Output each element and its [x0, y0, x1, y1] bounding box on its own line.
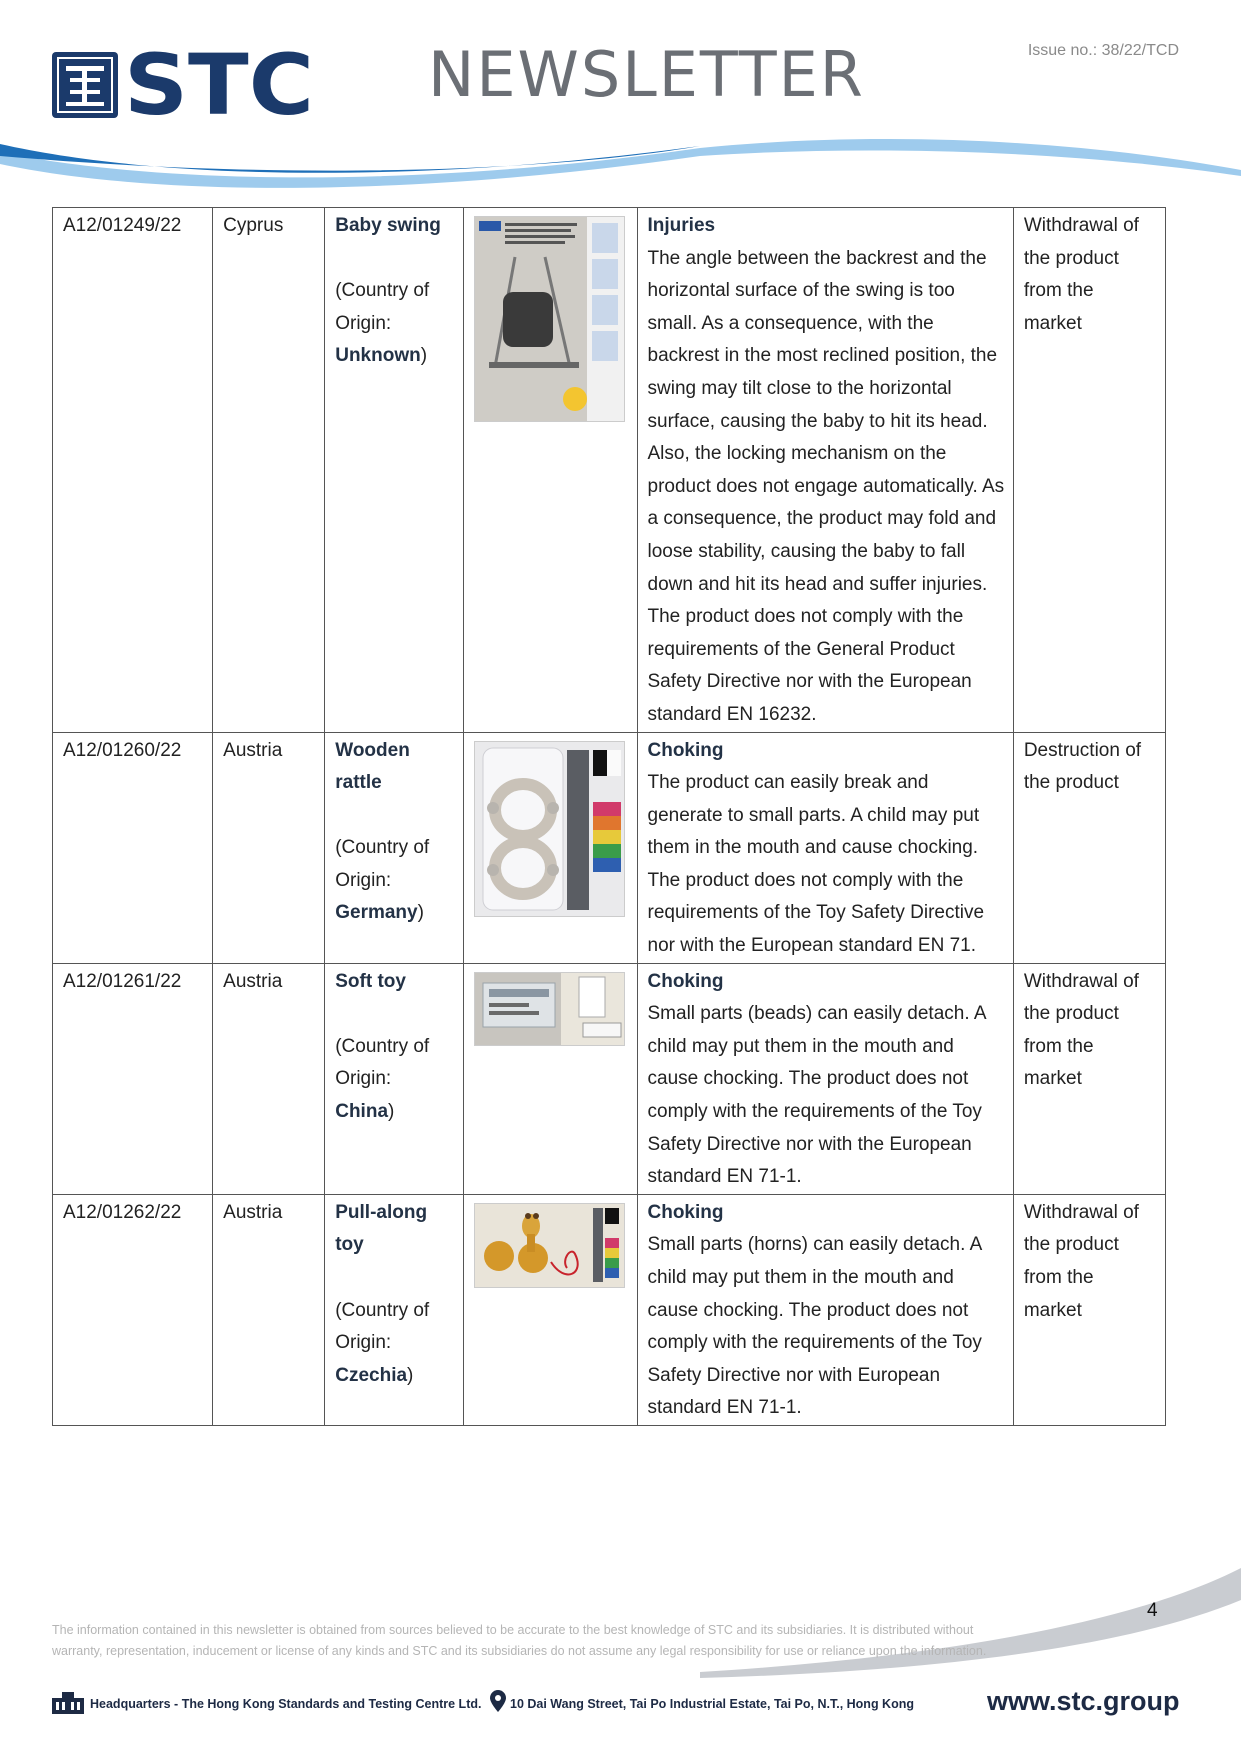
risk-title: Choking — [647, 970, 724, 992]
newsletter-title: NEWSLETTER — [428, 38, 865, 111]
table-row — [53, 208, 1166, 733]
ref-cell: A12/01261/22 — [53, 963, 213, 1194]
risk-title: Injuries — [647, 215, 716, 236]
country-cell: Austria — [213, 963, 325, 1194]
measure-cell: Withdrawal of the product from the market — [1013, 208, 1165, 733]
soft-toy-photo — [474, 972, 625, 1046]
page-footer — [50, 1686, 1190, 1726]
image-cell — [464, 732, 637, 963]
origin-label: (Country of Origin: — [335, 280, 430, 334]
origin-country: Unknown — [335, 345, 421, 367]
country-cell: Cyprus — [213, 208, 325, 733]
risk-title: Choking — [647, 1201, 724, 1223]
risk-title: Choking — [647, 739, 724, 761]
table-row — [53, 732, 1166, 963]
building-icon — [50, 1690, 86, 1714]
image-cell — [464, 1194, 637, 1425]
country-cell: Austria — [213, 732, 325, 963]
header-swoosh — [0, 130, 1241, 205]
recall-table — [52, 207, 1166, 1426]
location-pin-icon — [490, 1690, 506, 1712]
origin-suffix: ) — [407, 1364, 414, 1386]
product-name: Wooden rattle — [335, 739, 410, 794]
address: 10 Dai Wang Street, Tai Po Industrial Estate, Tai Po, N.T., Hong Kong — [510, 1697, 914, 1711]
disclaimer: The information contained in this newsletter is obtained from sources believed to be accurate to the best knowledge of STC and its subsidiaries. It is distributed without warranty, representation, inducement or license of any kinds and STC and its subsidiaries do not assume any legal responsibility for use or reliance upon the information. — [52, 1623, 987, 1658]
logo-text: STC — [124, 46, 314, 126]
page-header — [0, 0, 1241, 200]
product-cell — [325, 963, 464, 1194]
origin-label: (Country of Origin: — [335, 837, 430, 891]
risk-cell — [637, 208, 1013, 733]
headquarters-label: Headquarters - The Hong Kong Standards and Testing Centre Ltd. — [90, 1697, 482, 1711]
image-cell — [464, 208, 637, 733]
stc-logo — [52, 46, 352, 126]
page-number: 4 — [1147, 1600, 1158, 1621]
origin-label: (Country of Origin: — [335, 1035, 430, 1090]
risk-description: Small parts (beads) can easily detach. A child may put them in the mouth and cause chocking. The product does not comply with the requirements of the Toy Safety Directive nor with the European standard EN 71-1. — [647, 1003, 986, 1188]
pull-along-toy-photo — [474, 1203, 625, 1288]
origin-suffix: ) — [417, 902, 424, 924]
risk-cell — [637, 1194, 1013, 1425]
product-cell — [325, 1194, 464, 1425]
wooden-rattle-photo — [474, 741, 625, 917]
origin-country: Germany — [335, 902, 418, 924]
measure-cell: Withdrawal of the product from the market — [1013, 963, 1165, 1194]
product-name: Soft toy — [335, 970, 406, 992]
baby-swing-photo — [474, 216, 625, 422]
risk-cell — [637, 963, 1013, 1194]
table-row — [53, 963, 1166, 1194]
ref-cell: A12/01260/22 — [53, 732, 213, 963]
image-cell — [464, 963, 637, 1194]
ref-cell: A12/01249/22 — [53, 208, 213, 733]
origin-label: (Country of Origin: — [335, 1299, 430, 1354]
product-name: Baby swing — [335, 215, 441, 236]
ref-cell: A12/01262/22 — [53, 1194, 213, 1425]
origin-country: Czechia — [335, 1364, 408, 1386]
product-cell — [325, 208, 464, 733]
country-cell: Austria — [213, 1194, 325, 1425]
origin-country: China — [335, 1101, 389, 1123]
risk-description: The angle between the backrest and the horizontal surface of the swing is too small. As a consequence, with the backrest in the most reclined position, the swing may tilt close to the horizontal surface, causing the baby to hit its head. Also, the locking mechanism on the product does not engage automatically. As a consequence, the product may fold and loose stability, causing the baby to fall down and hit its head and suffer injuries. The product does not comply with the requirements of the General Product Safety Directive nor with the European standard EN 16232. — [647, 247, 1005, 725]
website-link[interactable]: www.stc.group — [987, 1686, 1180, 1716]
risk-cell — [637, 732, 1013, 963]
origin-suffix: ) — [420, 345, 428, 367]
issue-number: Issue no.: 38/22/TCD — [1027, 42, 1179, 59]
origin-suffix: ) — [388, 1101, 395, 1123]
risk-description: Small parts (horns) can easily detach. A child may put them in the mouth and cause chocking. The product does not comply with the requirements of the Toy Safety Directive nor with European standard EN 71-1. — [647, 1234, 982, 1419]
risk-description: The product can easily break and generate to small parts. A child may put them in the mouth and cause chocking. The product does not comply with the requirements of the Toy Safety Directive nor with the European standard EN 71. — [647, 772, 985, 957]
product-cell — [325, 732, 464, 963]
measure-cell: Destruction of the product — [1013, 732, 1165, 963]
measure-cell: Withdrawal of the product from the market — [1013, 1194, 1165, 1425]
product-name: Pull-along toy — [335, 1201, 428, 1256]
table-row — [53, 1194, 1166, 1425]
